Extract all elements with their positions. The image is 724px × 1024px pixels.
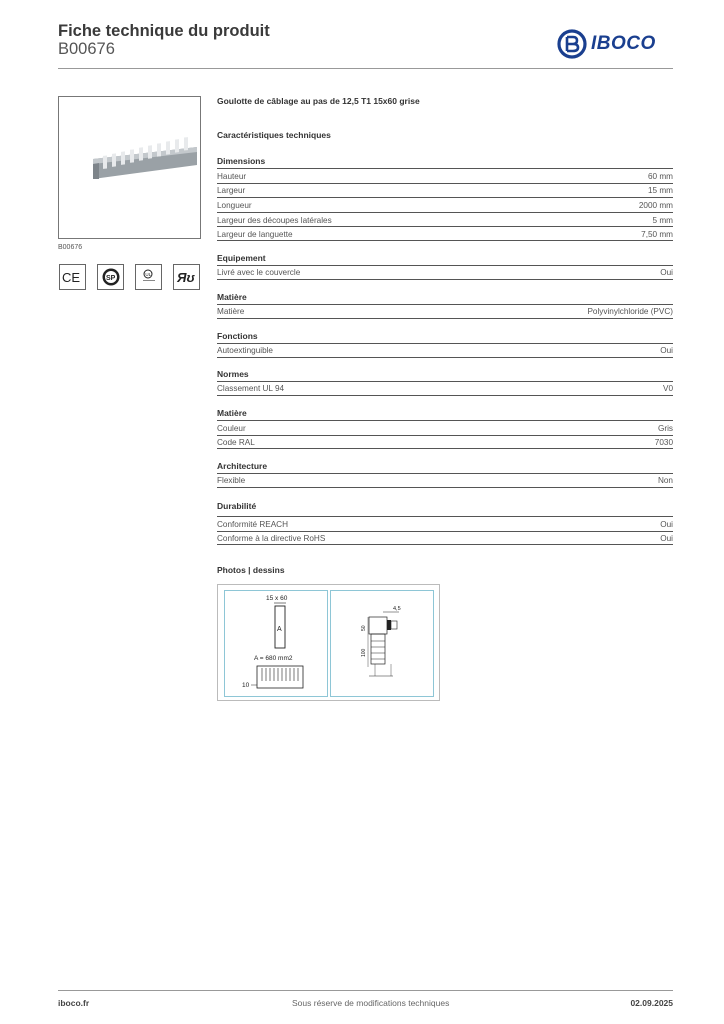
spec-row: Matière Polyvinylchloride (PVC) xyxy=(217,304,673,319)
svg-text:CE: CE xyxy=(61,270,80,284)
spec-row: Classement UL 94 V0 xyxy=(217,381,673,396)
drawing-side-view xyxy=(330,590,434,697)
product-code: B00676 xyxy=(58,40,115,58)
svg-text:SP: SP xyxy=(105,275,115,282)
csa-mark-icon xyxy=(97,264,124,290)
section-title-matiere-couleur: Matière xyxy=(217,408,247,418)
spec-content xyxy=(217,96,673,575)
photos-title: Photos | dessins xyxy=(217,565,285,575)
drawing-mid-label: 50 xyxy=(361,625,367,631)
ru-mark-icon xyxy=(173,264,200,290)
spec-row: Largeur des découpes latérales 5 mm xyxy=(217,212,673,227)
drawing-top-label: 4,5 xyxy=(393,606,401,612)
logo-text: IBOCO xyxy=(591,33,656,54)
spec-row: Largeur 15 mm xyxy=(217,183,673,198)
footer-website-link[interactable]: iboco.fr xyxy=(58,998,90,1008)
footer-date: 02.09.2025 xyxy=(630,998,673,1008)
section-title-dimensions: Dimensions xyxy=(217,156,266,166)
technical-drawings xyxy=(217,584,440,701)
spec-row: Hauteur 60 mm xyxy=(217,168,673,183)
spec-row: Code RAL 7030 xyxy=(217,435,673,450)
drawing-lower-label: 100 xyxy=(361,648,367,657)
cable-duct-illustration xyxy=(59,97,200,238)
drawing-pitch-label: 10 xyxy=(242,682,250,689)
footer-notice: Sous réserve de modifications techniques xyxy=(292,998,450,1008)
svg-text:UL: UL xyxy=(144,272,151,277)
ul-recognized-icon xyxy=(135,264,162,290)
ce-mark-icon xyxy=(59,264,86,290)
spec-row: Conforme à la directive RoHS Oui xyxy=(217,531,673,546)
spec-row: Conformité REACH Oui xyxy=(217,516,673,531)
iboco-logo[interactable] xyxy=(557,29,673,59)
section-title-durabilite: Durabilité xyxy=(217,501,257,511)
drawing-dims-label: 15 x 60 xyxy=(266,595,288,602)
product-name: Goulotte de câblage au pas de 12,5 T1 15x60 grise xyxy=(217,96,420,106)
image-caption: B00676 xyxy=(58,244,83,251)
section-title-matiere: Matière xyxy=(217,292,247,302)
spec-row: Longueur 2000 mm xyxy=(217,197,673,212)
product-image xyxy=(58,96,201,239)
drawing-cross-section xyxy=(224,590,328,697)
svg-text:Яʊ: Яʊ xyxy=(176,270,195,285)
iboco-logo-icon xyxy=(557,29,587,59)
footer-divider xyxy=(58,990,673,991)
section-title-fonctions: Fonctions xyxy=(217,331,258,341)
spec-row: Largeur de languette 7,50 mm xyxy=(217,226,673,241)
tech-heading: Caractéristiques techniques xyxy=(217,130,331,140)
spec-row: Flexible Non xyxy=(217,473,673,488)
spec-row: Autoextinguible Oui xyxy=(217,343,673,358)
section-title-architecture: Architecture xyxy=(217,461,268,471)
page-title: Fiche technique du produit xyxy=(58,22,270,40)
drawing-area-letter: A xyxy=(277,626,282,633)
spec-row: Livré avec le couvercle Oui xyxy=(217,265,673,280)
spec-row: Couleur Gris xyxy=(217,420,673,435)
header-divider xyxy=(58,68,673,69)
section-title-equipement: Equipement xyxy=(217,253,266,263)
drawing-area-label: A = 680 mm2 xyxy=(254,655,293,662)
section-title-normes: Normes xyxy=(217,369,249,379)
